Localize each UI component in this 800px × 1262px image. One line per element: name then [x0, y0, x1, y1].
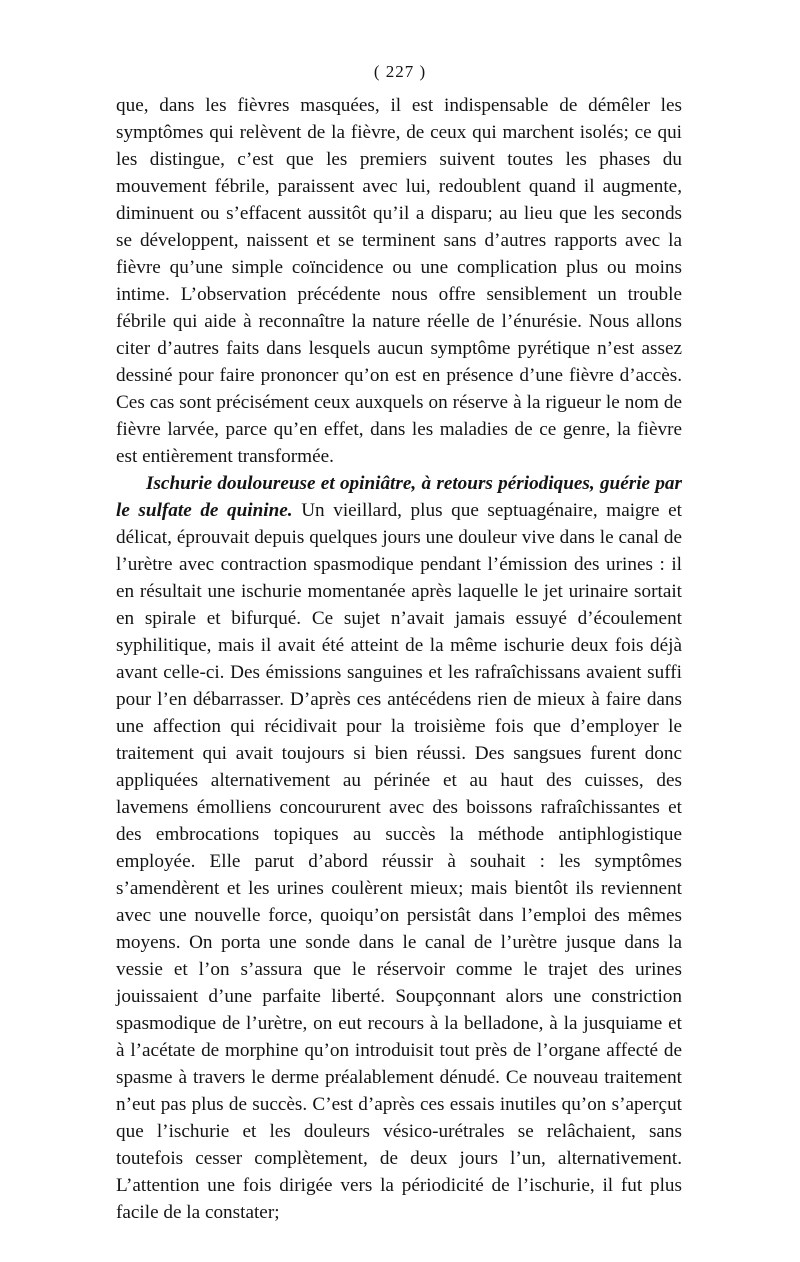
paragraph-ischurie	[116, 470, 682, 1226]
case-heading: Ischurie douloureuse et opiniâtre, à retours périodiques, guérie par le sulfate de quinine.	[116, 473, 682, 521]
paragraph-fevres-masquees: que, dans les fièvres masquées, il est indispensable de démêler les symptômes qui relèvent de la fièvre, de ceux qui marchent isolés; ce qui les distingue, c’est que les premiers suivent toutes les phases du mouvement fébrile, paraissent avec lui, redoublent quand il augmente, diminuent ou s’effacent aussitôt qu’il a disparu; au lieu que les seconds se développent, naissent et se terminent sans d’autres rapports avec la fièvre qu’une simple coïncidence ou une complication plus ou moins intime. L’observation précédente nous offre sensiblement un trouble fébrile qui aide à reconnaître la nature réelle de l’énurésie. Nous allons citer d’autres faits dans lesquels aucun symptôme pyrétique n’est assez dessiné pour faire prononcer qu’on est en présence d’une fièvre d’accès. Ces cas sont précisément ceux auxquels on réserve à la rigueur le nom de fièvre larvée, parce qu’en effet, dans les maladies de ce genre, la fièvre est entièrement transformée.	[116, 95, 682, 467]
case-body: Un vieillard, plus que septuagénaire, maigre et délicat, éprouvait depuis quelques jours une douleur vive dans le canal de l’urètre avec contraction spasmodique pendant l’émission des urines : il en résultait une ischurie momentanée après laquelle le jet urinaire sortait en spirale et bifurqué. Ce sujet n’avait jamais essuyé d’écoulement syphilitique, mais il avait été atteint de la même ischurie deux fois déjà avant celle-ci. Des émissions sanguines et les rafraîchissans avaient suffi pour l’en débarrasser. D’après ces antécédens rien de mieux à faire dans une affection qui récidivait pour la troisième fois que d’employer le traitement qui avait toujours si bien réussi. Des sangsues furent donc appliquées alternativement au périnée et au haut des cuisses, des lavemens émolliens concoururent avec des boissons rafraîchissantes et des embrocations topiques au succès la méthode antiphlogistique employée. Elle parut d’abord réussir à souhait : les symptômes s’amendèrent et les urines coulèrent mieux; mais bientôt ils reviennent avec une nouvelle force, quoiqu’on persistât dans l’emploi des mêmes moyens. On porta une sonde dans le canal de l’urètre jusque dans la vessie et l’on s’assura que le réservoir comme le trajet des urines jouissaient d’une parfaite liberté. Soupçonnant alors une constriction spasmodique de l’urètre, on eut recours à la belladone, à la jusquiame et à l’acétate de morphine qu’on introduisit tout près de l’organe affecté de spasme à travers le derme préalablement dénudé. Ce nouveau traitement n’eut pas plus de succès. C’est d’après ces essais inutiles qu’on s’aperçut que l’ischurie et les douleurs vésico-urétrales se relâchaient, sans toutefois cesser complètement, de deux jours l’un, alternativement. L’attention une fois dirigée vers la périodicité de l’ischurie, il fut plus facile de la constater;	[116, 500, 682, 1223]
page-number: ( 227 )	[373, 62, 427, 81]
body-text	[116, 92, 682, 1226]
